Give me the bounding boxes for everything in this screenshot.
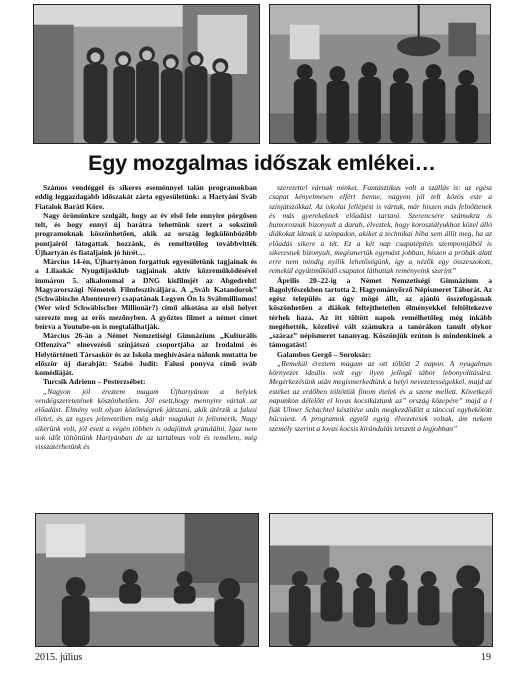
page-footer xyxy=(35,652,491,666)
article-headline: Egy mozgalmas időszak emlékei… xyxy=(88,151,436,175)
paragraph: Számos vendéggel és sikeres eseménnyel talán programokban eddig leggazdagabb időszakát zárta egyesületünk: a Hartyáni Sváb Fiatalok Baráti Köre. xyxy=(35,183,257,211)
paragraph: Március 26-án a Német Nemzetiségi Gimnázium „Kulturális Offenzíva” elnevezésű színjátszó csoportjába az Irodalmi és Helytörténeti Társaskör és az Iskola meghívására nálunk mutatta be először új darabját: Szabó Judit: Falusi ponyva című sváb komédiáját. xyxy=(35,331,257,377)
signature-line: Galambos Gergő – Soroksár: xyxy=(277,349,371,359)
photo-group-outdoor-image xyxy=(34,5,259,143)
photo-group-indoor xyxy=(269,4,491,144)
photo-garden-table-image xyxy=(36,514,258,646)
quote-paragraph: szeretettel várnak minket. Fantasztikus volt a szállás is: az egész csapat kényelmesen elfért benne, nagyon jól telt közös este a színjátszókkal. Az iskolai fellépést is vártuk, már hiszen más felnőttenek és más gyerekeknek előadást tartani. Szerencsére számukra is humorosnak bizonyult a darab, élveztek, hogy korosztályukhoz közel álló diákokat látnak a színpadon, akiket a technikai hiba sem állít meg, ha az előadás sikere a tét. Ez a két nap csapatépítés szempontjából is sikeresnek bizonyult, megismertük egymást jobban, hiszen a próbák alatt erre nem mindig nyílik lehetőségünk, így a nézők egy összeszokott, remekül együttműködő csapatot láthattak reményeink szerint” xyxy=(269,183,492,276)
paragraph: Nagy örömünkre szolgált, hogy az év első fele ennyire pörgősen telt, és hogy ennyi új barátra tehettünk szert a sokszínű programoknak köszönhetően, akik az ország legkülönbözőbb pontjairól látogattak hozzánk, és reméltetőleg továbbvitték Újhartyán és fiataljaink jó hírét… xyxy=(35,210,257,257)
photo-garden-table xyxy=(35,513,259,647)
article-column-left xyxy=(35,183,257,451)
issue-date: 2015. július xyxy=(35,652,83,663)
signature-line: Turcsik Adrienn – Pesterzsébet: xyxy=(43,377,146,387)
paragraph: Április 20–22-ig a Német Nemzetiségi Gimnázium a Bagolyfészekben tartotta 2. Hagyományőrző Népismeret Táborát. Az egész település az úgy mögé állt, az ajánló összefogásnak köszönhetően a diákok feltejthetetlen élményekkel feltöltekezve térhek haza. Az itt töltött napok remélhetőleg még inkább megéhették, közelivé vált számukra a tanórákon tanult olykor „száraz” népismeret tananyag. Köszönjük ezúton is mindenkinek a támogatást! xyxy=(269,275,492,350)
article-column-right xyxy=(269,183,492,433)
paragraph: Március 14-én, Újhartyánon forgattuk egyesületünk tagjainak és a Lilaakác Nyugdíjasklub tagjainak aktív közreműködésével immáron 5. alkalommal a DNG kisfilmjét az Abgedreht! Magyarországi Németek Filmfesztiváljára. A „Sváb Katandorok” (Schwäbische Abenteurer) csapatának Legyen Ön Is Svábmilliomos! (Wer wird Schwäbischer Millionär?) című alkotása az első helyet szerezte meg az erős mezőnyben. A győztes filmet a német címet beírva a Youtube-on is megtalálhatják. xyxy=(35,257,257,331)
photo-group-outdoor xyxy=(33,4,260,144)
quote-paragraph: „Nagyon jól éreztem magam Újhartyánon a helyiek vendégszeretetének köszönhetően. Jól esett,hogy mennyire vártak az előadást. Élmény volt olyan közönségnek játszani, akik átérzik a falusi életet, és az egyes jeleneteiben még akár magukat is felismerik. Nagy sikerünk volt, jól esett a végén többen is odajöttek gratulálni. Igaz nem sok időt töltöttünk Hartyánban de az tartalmas volt és remélem, még visszatérhetünk és xyxy=(35,386,257,451)
photo-outdoor-gathering xyxy=(269,513,493,647)
page-number: 19 xyxy=(481,652,491,663)
photo-group-indoor-image xyxy=(270,5,490,143)
quote-paragraph: „Remekül éreztem magam az ott töltött 2 napon. A nyugalmas környezet ideális volt egy ilyen jellegű tábor lebonyolítására. Megérkezésünk után megismerkedtünk a helyi nevezetességekkel, majd az estéket az erdőben töltöttük finom ételek és a szene mellett. Következő napunkon délelőtt el lovas kocsikáztunk az” ország közepére” majd a l fiák Ulmer Schachtel készítése után megkezdődött a tánccal egybekötött búcsúest. A programok egytől egyig élvezetesek voltak, ám nekem személy szerint a lovas kocsis kirándulás tetszett a legjobban” xyxy=(269,358,492,433)
photo-outdoor-gathering-image xyxy=(270,514,492,646)
